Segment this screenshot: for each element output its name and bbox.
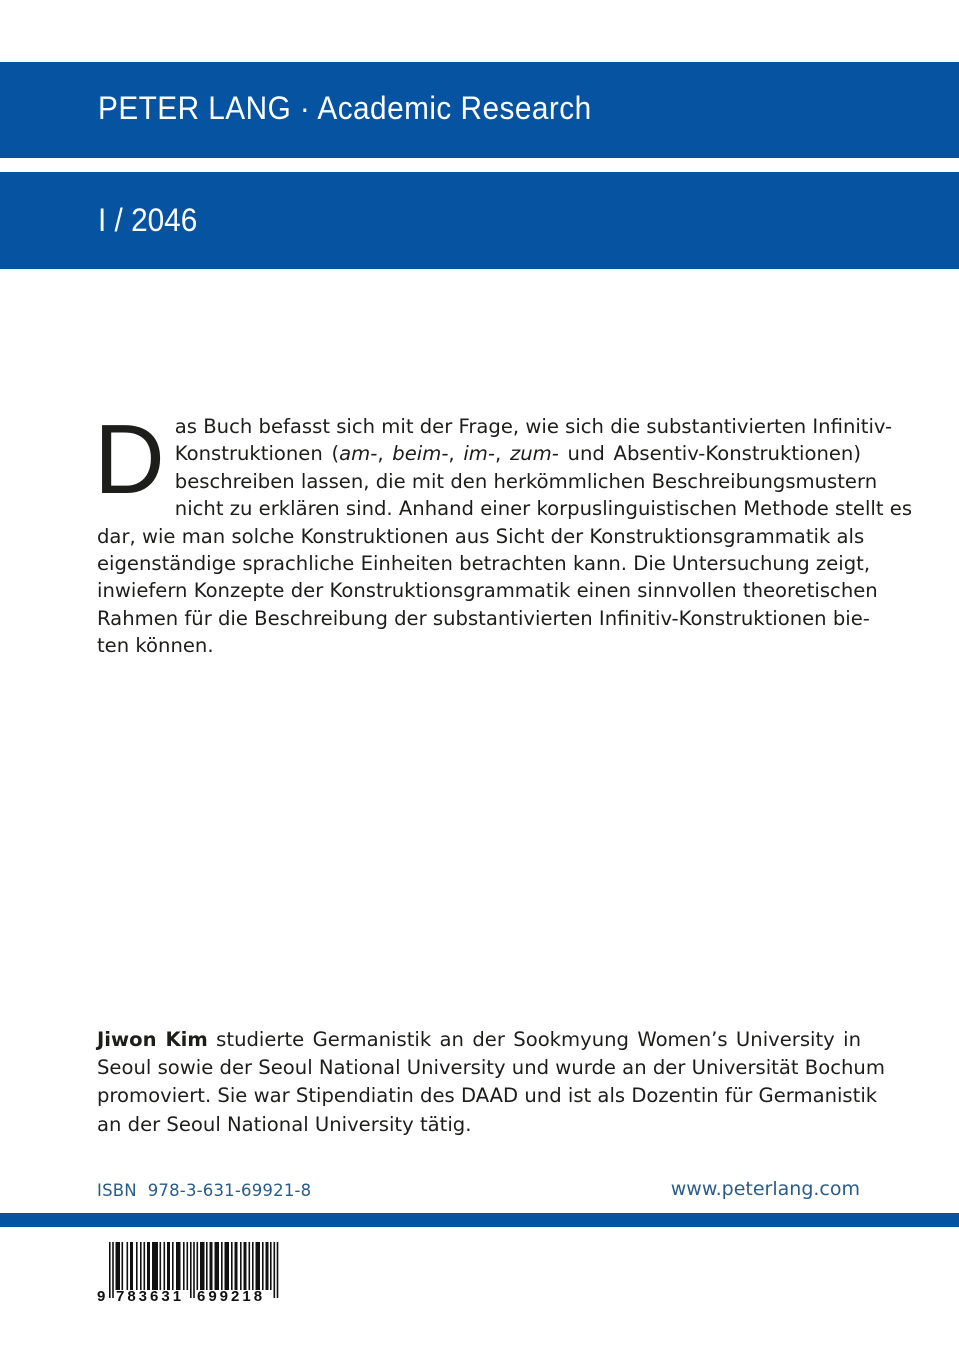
- isbn-barcode: [97, 1242, 293, 1302]
- book-description: [94, 404, 913, 660]
- barcode-left-digits: 783631: [116, 1288, 185, 1302]
- volume-band: [0, 172, 959, 269]
- text-span: Konstruktionen (: [174, 442, 340, 466]
- bio-line: [97, 1026, 861, 1054]
- text-span: ,: [448, 442, 464, 466]
- bio-line: an der Seoul National University tätig.: [97, 1112, 472, 1136]
- series-header-band: [0, 62, 959, 158]
- volume-number: I / 2046: [98, 202, 198, 238]
- text-span: ,: [494, 442, 510, 466]
- bio-line: promoviert. Sie war Stipendiatin des DAAD und ist als Dozentin für Germanistik: [97, 1084, 878, 1108]
- description-line: [97, 440, 861, 467]
- description-line: eigenständige sprachliche Einheiten betrachten kann. Die Untersuchung zeigt,: [97, 552, 871, 576]
- drop-cap: D: [94, 404, 165, 514]
- footer-bar: [0, 1213, 959, 1227]
- description-line: beschreiben lassen, die mit den herkömmlichen Beschreibungsmustern: [174, 469, 878, 493]
- barcode-right-digits: 699218: [197, 1288, 266, 1302]
- bio-line: Seoul sowie der Seoul National University und wurde an der Universität Bochum: [97, 1056, 885, 1080]
- series-title: PETER LANG · Academic Research: [98, 90, 592, 126]
- description-line: nicht zu erklären sind. Anhand einer korpuslinguistischen Methode stellt es: [174, 497, 913, 521]
- description-line: ten können.: [97, 634, 214, 658]
- description-line: Rahmen für die Beschreibung der substantivierten Infinitiv-Konstruktionen bie-: [97, 606, 870, 630]
- text-span: studierte Germanistik an der Sookmyung Women’s University in: [207, 1028, 862, 1051]
- description-line: inwiefern Konzepte der Konstruktionsgrammatik einen sinnvollen theoretischen: [97, 579, 878, 603]
- barcode-lead-digit: 9: [97, 1288, 106, 1302]
- author-name: Jiwon Kim: [97, 1028, 208, 1051]
- text-span: ,: [377, 442, 393, 466]
- author-bio: [97, 1026, 885, 1139]
- description-line: dar, wie man solche Konstruktionen aus Sicht der Konstruktionsgrammatik als: [97, 524, 865, 548]
- italic-term: beim-: [392, 442, 449, 466]
- italic-term: zum-: [509, 442, 559, 466]
- description-line: as Buch befasst sich mit der Frage, wie sich die substantivierten Infinitiv-: [174, 415, 893, 438]
- isbn-label: ISBN 978-3-631-69921-8: [97, 1181, 312, 1200]
- italic-term: im-: [463, 442, 495, 466]
- italic-term: am-: [339, 442, 378, 466]
- publisher-website-link[interactable]: www.peterlang.com: [670, 1178, 860, 1200]
- barcode-icon: [97, 1242, 293, 1302]
- text-span: und Absentiv-Konstruktionen): [558, 442, 861, 466]
